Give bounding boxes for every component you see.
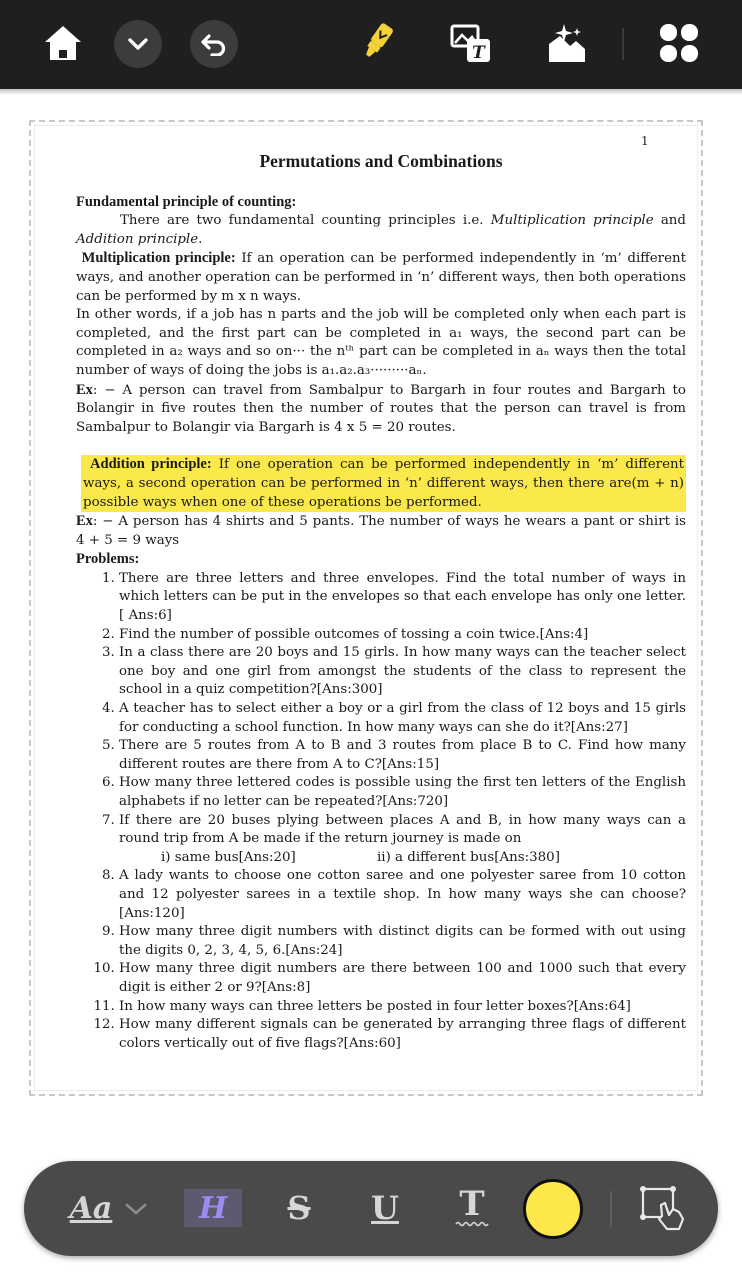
chevron-down-icon xyxy=(127,36,149,52)
list-item: 3. In a class there are 20 boys and 15 girls. In how many ways can the teacher select one boy and one girl from amongst the students of the class to represent the school in a quiz competition?[Ans:300] xyxy=(119,644,686,700)
undo-icon xyxy=(200,32,228,56)
undo-button[interactable] xyxy=(190,20,238,68)
problems-list xyxy=(76,570,686,1053)
list-item: 1. There are three letters and three envelopes. Find the total number of ways in which letters can be put in the envelopes so that each envelope has only one letter. [ Ans:6] xyxy=(119,570,686,626)
fundamental-paragraph: There are two fundamental counting principles i.e. Multiplication principle and Addition principle. xyxy=(76,213,686,247)
image-text-icon xyxy=(449,21,493,65)
addition-heading: Addition principle: xyxy=(90,456,212,473)
squiggly-text-button[interactable] xyxy=(448,1183,496,1231)
squiggle-underline-icon xyxy=(455,1221,489,1227)
multiplication-heading: Multiplication principle: xyxy=(81,250,236,267)
page-number: 1 xyxy=(641,134,649,148)
list-item: 9. How many three digit numbers with distinct digits can be formed with out using the digits 0, 2, 3, 4, 5, 6.[Ans:24] xyxy=(119,923,686,960)
other-words-paragraph: In other words, if a job has n parts and the job will be completed only when each part is completed, and the first part can be completed in a₁ ways, the second part can be completed in a₂ ways and so on··· the nᵗʰ part can be completed in aₙ ways then the total number of ways of doing the jobs is a₁.a₂.a₃·········aₙ. xyxy=(76,307,686,378)
list-item: 7. If there are 20 buses plying between places A and B, in how many ways can a round trip from A be made if the return journey is made on i) same bus[Ans:20] ii) a different bus[Ans:380] xyxy=(119,812,686,868)
addition-principle-highlight[interactable]: Addition principle: If one operation can be performed independently in ‘m’ different ways, a second operation can be performed in ‘n’ different ways, then there are(m + n) possible ways when one of these operations be performed. xyxy=(81,455,686,512)
list-item: 8. A lady wants to choose one cotton saree and one polyester saree from 10 cotton and 12 polyester sarees in a textile shop. In how many ways she can choose?[Ans:120] xyxy=(119,867,686,923)
list-item: 12. How many different signals can be generated by arranging three flags of different colors vertically out of five flags?[Ans:60] xyxy=(119,1016,686,1053)
image-sparkle-button[interactable] xyxy=(544,20,590,66)
chevron-down-icon xyxy=(124,1201,148,1217)
example-2: Ex: − A person has 4 shirts and 5 pants. The number of ways he wears a pant or shirt is 4 + 5 = 9 ways xyxy=(76,513,686,548)
problem-7-subparts: i) same bus[Ans:20] ii) a different bus[Ans:380] xyxy=(161,849,560,865)
area-select-button[interactable] xyxy=(636,1183,692,1235)
top-toolbar xyxy=(0,0,742,89)
collapse-button[interactable] xyxy=(114,20,162,68)
select-hand-icon xyxy=(639,1185,689,1233)
bottom-toolbar-divider xyxy=(610,1191,612,1227)
underline-button[interactable]: U xyxy=(371,1189,399,1227)
multiplication-paragraph: Multiplication principle: If an operation can be performed independently in ‘m’ different ways, and another operation can be performed in ‘n’ different ways, then both operations can be performed by m x n ways. xyxy=(76,250,686,304)
problems-heading: Problems: xyxy=(76,551,140,568)
document-title: Permutations and Combinations xyxy=(259,151,503,171)
image-text-button[interactable] xyxy=(448,20,494,66)
image-sparkle-icon xyxy=(546,22,588,64)
list-item: 10. How many three digit numbers are there between 100 and 1000 such that every digit is either 2 or 9?[Ans:8] xyxy=(119,960,686,997)
document-content[interactable] xyxy=(76,132,686,1053)
grid-menu-icon xyxy=(659,23,699,63)
home-button[interactable] xyxy=(40,20,86,66)
annotation-toolbar xyxy=(24,1161,718,1256)
example-1: Ex: − A person can travel from Sambalpur to Bargarh in four routes and Bargarh to Bolangir in five routes then the number of routes that the person can travel is from Sambalpur to Bolangir via Bargarh is 4 x 5 = 20 routes. xyxy=(76,381,686,435)
highlighter-tool-button[interactable] xyxy=(356,18,400,64)
list-item: 4. A teacher has to select either a boy or a girl from the class of 12 boys and 15 girls for conducting a school function. In how many ways can she do it?[Ans:27] xyxy=(119,700,686,737)
font-style-button[interactable]: Aa xyxy=(69,1190,113,1226)
highlighter-icon xyxy=(358,19,398,63)
strikethrough-button[interactable]: S xyxy=(287,1189,311,1227)
toolbar-divider xyxy=(622,28,624,60)
text-tool-label: T xyxy=(459,1184,485,1224)
list-item: 5. There are 5 routes from A to B and 3 routes from place B to C. Find how many different routes are there from A to C?[Ans:15] xyxy=(119,737,686,774)
list-item: 6. How many three lettered codes is possible using the first ten letters of the English alphabets if no letter can be repeated?[Ans:720] xyxy=(119,774,686,811)
list-item: 2. Find the number of possible outcomes of tossing a coin twice.[Ans:4] xyxy=(119,626,686,645)
grid-menu-button[interactable] xyxy=(656,20,702,66)
list-item: 11. In how many ways can three letters be posted in four letter boxes?[Ans:64] xyxy=(119,998,686,1017)
svg-text:T: T xyxy=(472,43,485,63)
home-icon xyxy=(42,23,84,63)
color-picker-button[interactable] xyxy=(523,1179,583,1239)
font-options-button[interactable] xyxy=(118,1189,154,1229)
fundamental-heading: Fundamental principle of counting: xyxy=(76,193,297,210)
highlight-button[interactable]: H xyxy=(184,1189,242,1227)
toolbar-shadow xyxy=(0,89,742,95)
